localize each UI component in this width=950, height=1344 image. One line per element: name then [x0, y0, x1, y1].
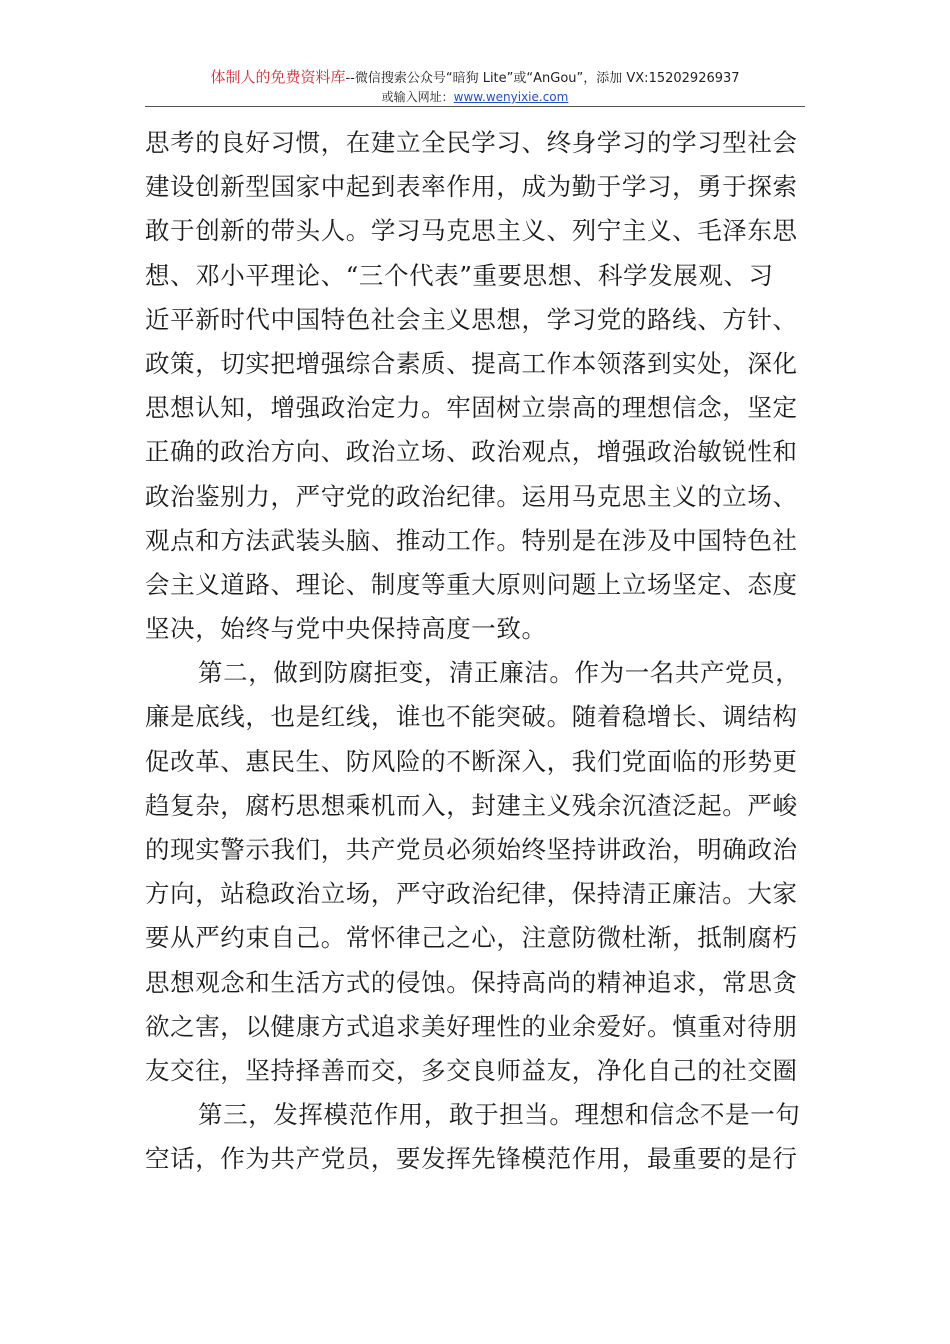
text-line: 方向，站稳政治立场，严守政治纪律，保持清正廉洁。大家: [145, 879, 798, 909]
text-line: 要从严约束自己。常怀律己之心，注意防微杜渐，抵制腐朽: [145, 923, 798, 953]
website-link[interactable]: www.wenyixie.com: [453, 90, 569, 104]
text-line: 友交往，坚持择善而交，多交良师益友，净化自己的社交圈: [145, 1055, 798, 1085]
text-line: 廉是底线，也是红线，谁也不能突破。随着稳增长、调结构: [145, 702, 798, 732]
text-line: 政治鉴别力，严守党的政治纪律。运用马克思主义的立场、: [145, 481, 798, 511]
text-line: 思考的良好习惯，在建立全民学习、终身学习的学习型社会: [145, 128, 798, 157]
text-line: 促改革、惠民生、防风险的不断深入，我们党面临的形势更: [145, 746, 798, 776]
header-url-line: [145, 88, 805, 106]
text-line: 正确的政治方向、政治立场、政治观点，增强政治敏锐性和: [145, 437, 798, 467]
paragraph-start-line: 第二，做到防腐拒变，清正廉洁。作为一名共产党员，: [198, 658, 801, 688]
paragraph-start-line: 第三，发挥模范作用，敢于担当。理想和信念不是一句: [198, 1100, 801, 1130]
text-line: 敢于创新的带头人。学习马克思主义、列宁主义、毛泽东思: [145, 216, 798, 246]
url-label: 或输入网址：: [381, 90, 454, 104]
text-line: 的现实警示我们，共产党员必须始终坚持讲政治，明确政治: [145, 835, 798, 864]
text-line: 会主义道路、理论、制度等重大原则问题上立场坚定、态度: [145, 569, 798, 599]
header-divider: [145, 106, 805, 107]
header-banner: [145, 68, 805, 88]
text-line: 思想观念和生活方式的侵蚀。保持高尚的精神追求，常思贪: [145, 967, 798, 997]
text-line: 建设创新型国家中起到表率作用，成为勤于学习，勇于探索: [145, 172, 798, 202]
text-line: 思想认知，增强政治定力。牢固树立崇高的理想信念，坚定: [145, 393, 798, 423]
brand-title: 体制人的免费资料库: [210, 68, 346, 86]
document-body: [145, 121, 810, 1182]
text-line: 趋复杂，腐朽思想乘机而入，封建主义残余沉渣泛起。严峻: [145, 790, 798, 820]
header-info: --微信搜索公众号“暗狗 Lite”或“AnGou”，添加 VX:15202926937: [345, 71, 740, 86]
text-line: 观点和方法武装头脑、推动工作。特别是在涉及中国特色社: [145, 525, 798, 555]
text-line: 坚决，始终与党中央保持高度一致。: [145, 614, 547, 644]
text-line: 近平新时代中国特色社会主义思想，学习党的路线、方针、: [145, 304, 798, 334]
page-header: [145, 68, 805, 106]
text-line: 政策，切实把增强综合素质、提高工作本领落到实处，深化: [145, 348, 798, 378]
text-line: 想、邓小平理论、“三个代表”重要思想、科学发展观、习: [145, 260, 774, 290]
text-line: 欲之害，以健康方式追求美好理性的业余爱好。慎重对待朋: [145, 1011, 798, 1041]
text-line: 空话，作为共产党员，要发挥先锋模范作用，最重要的是行: [145, 1144, 798, 1174]
